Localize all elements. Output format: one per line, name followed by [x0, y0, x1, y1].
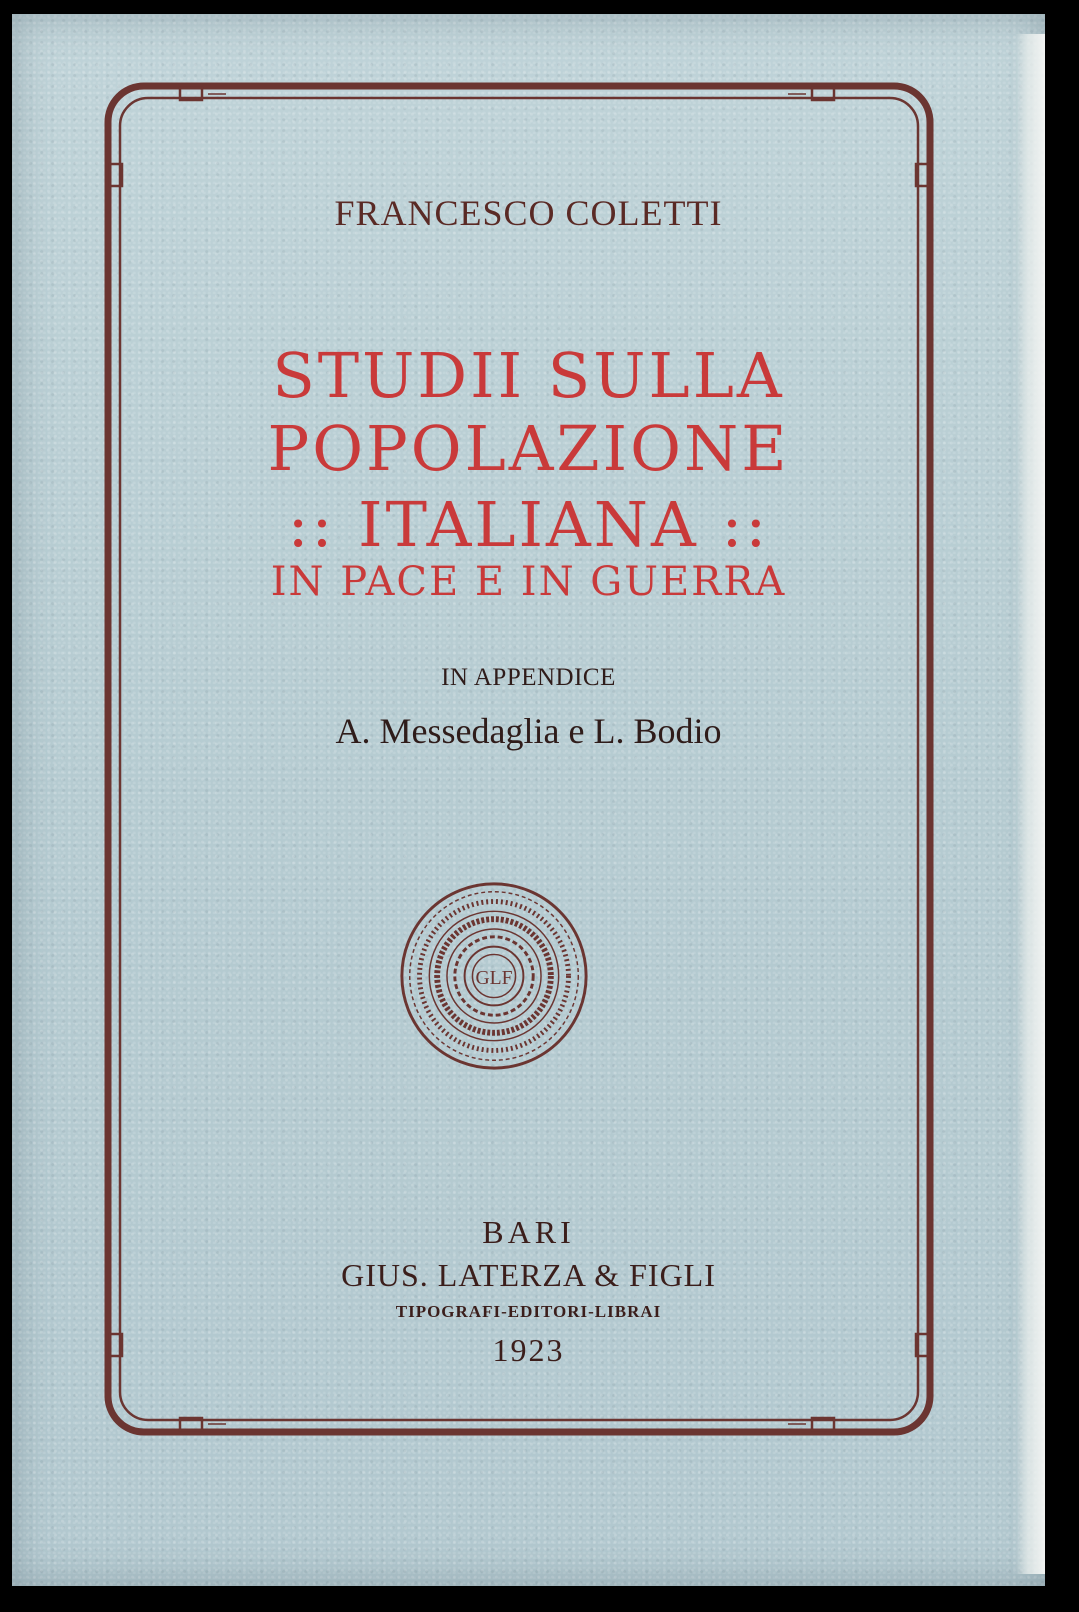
publisher-city: BARI: [482, 1214, 575, 1250]
publisher-profession: TIPOGRAFI-EDITORI-LIBRAI: [395, 1302, 662, 1321]
author-name: FRANCESCO COLETTI: [334, 193, 723, 233]
title-line-2: POPOLAZIONE: [267, 412, 790, 485]
title-line-3: :: ITALIANA ::: [287, 488, 770, 561]
publisher-seal-icon: [396, 878, 592, 1074]
book-cover: [12, 14, 1045, 1586]
appendix-authors: A. Messedaglia e L. Bodio: [335, 711, 722, 751]
title-line-4: IN PACE E IN GUERRA: [270, 559, 787, 605]
publication-year: 1923: [492, 1332, 565, 1368]
title-line-1: STUDII SULLA: [272, 339, 785, 412]
appendix-label: IN APPENDICE: [441, 664, 616, 691]
svg-text:GLF: GLF: [475, 967, 513, 989]
publisher-name: GIUS. LATERZA & FIGLI: [341, 1257, 716, 1293]
